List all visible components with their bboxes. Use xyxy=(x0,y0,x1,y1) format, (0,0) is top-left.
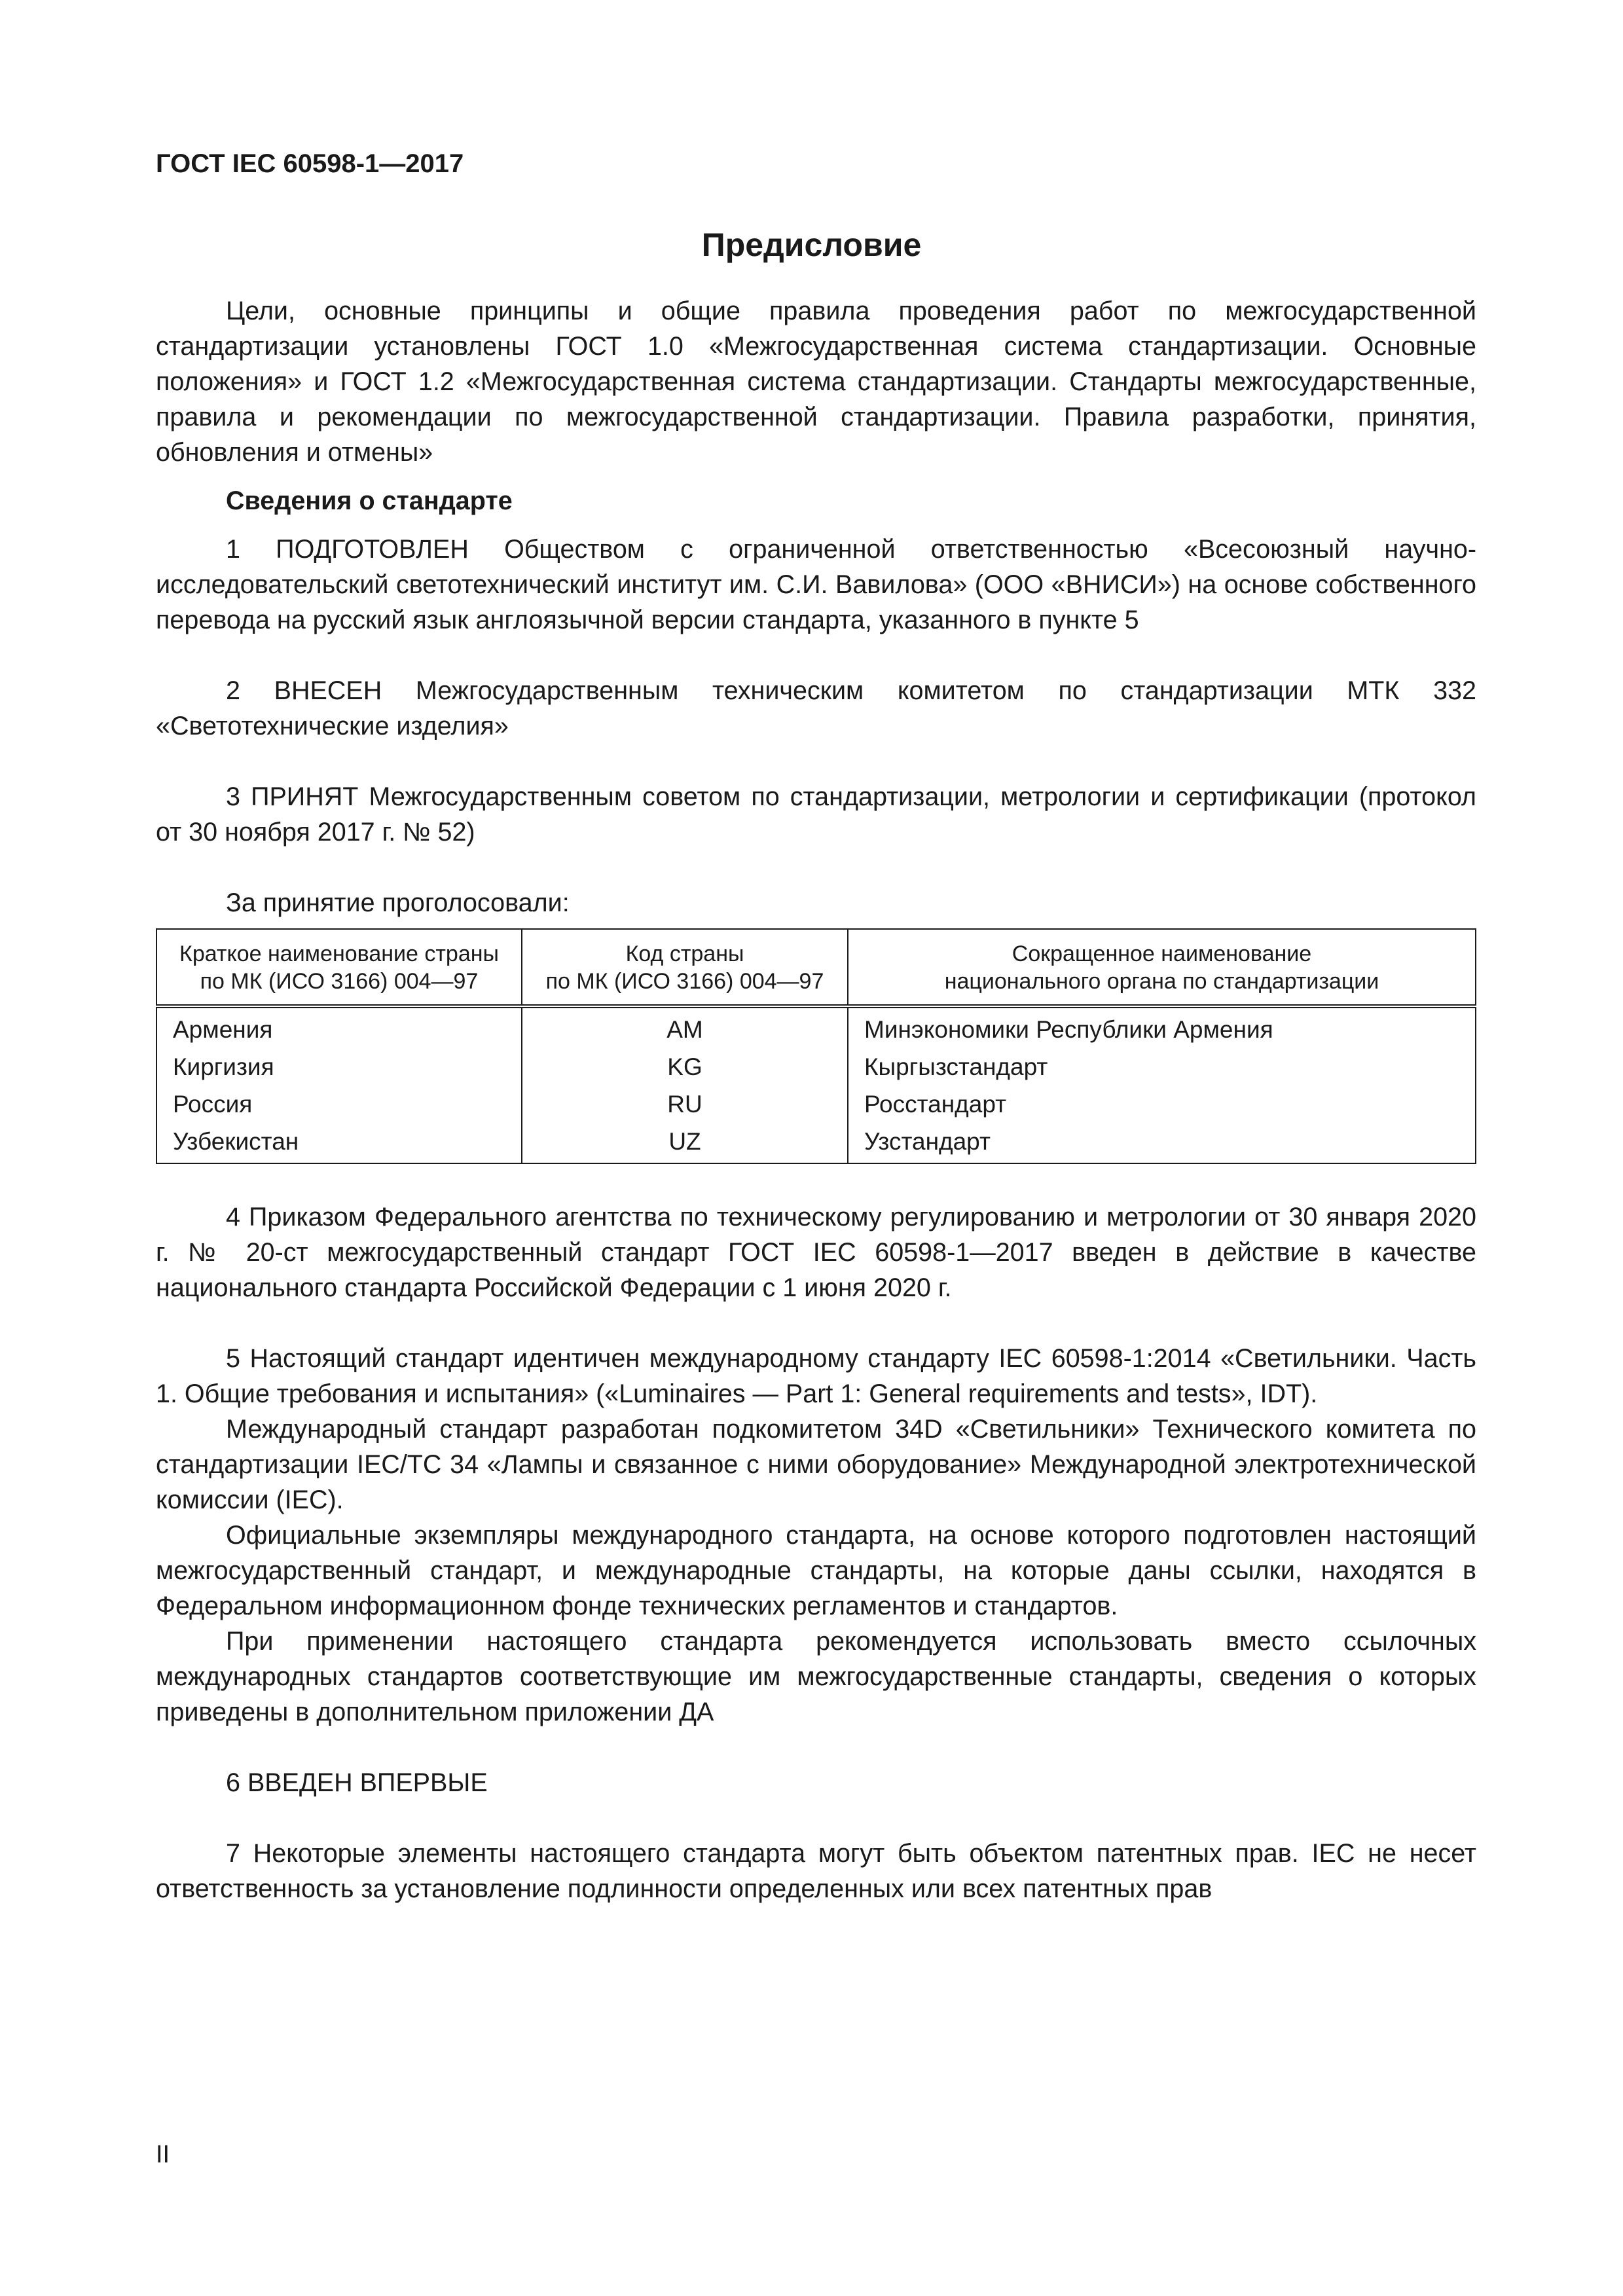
country-name: Россия xyxy=(156,1085,522,1123)
country-name: Узбекистан xyxy=(156,1123,522,1163)
item-7-paragraph: 7 Некоторые элементы настоящего стандарта могут быть объектом патентных прав. IEC не несет ответственность за установление подлинности определенных или всех патентных прав xyxy=(156,1839,1476,1903)
table-row xyxy=(156,1123,1476,1163)
table-row xyxy=(156,1085,1476,1123)
item-6-paragraph: 6 ВВЕДЕН ВПЕРВЫЕ xyxy=(226,1768,488,1797)
document-id-header: ГОСТ IEC 60598-1—2017 xyxy=(156,149,464,178)
national-body: Кыргызстандарт xyxy=(848,1048,1476,1085)
item-5-copies-paragraph: Официальные экземпляры международного стандарта, на основе которого подготовлен настоящий межгосударственный стандарт, и международные стандарты, на которые даны ссылки, находятся в Федеральном информационном фонде технических регламентов и стандартов. xyxy=(156,1521,1476,1620)
national-body: Узстандарт xyxy=(848,1123,1476,1163)
header-country-code: Код страны по МК (ИСО 3166) 004—97 xyxy=(522,929,848,1006)
item-5-paragraph: 5 Настоящий стандарт идентичен международному стандарту IEC 60598-1:2014 «Светильники. Часть 1. Общие требования и испытания» («Luminaires — Part 1: General requirements and tests», IDT). xyxy=(156,1344,1476,1408)
vote-intro: За принятие проголосовали: xyxy=(226,888,570,917)
intro-paragraph: Цели, основные принципы и общие правила проведения работ по межгосударственной стандартизации установлены ГОСТ 1.0 «Межгосударственная система стандартизации. Основные положения» и ГОСТ 1.2 «Межгосударственная система стандартизации. Стандарты межгосударственные, правила и рекомендации по межгосударственной стандартизации. Правила разработки, принятия, обновления и отмены» xyxy=(156,297,1476,467)
item-5-application-paragraph: При применении настоящего стандарта рекомендуется использовать вместо ссылочных международных стандартов соответствующие им межгосударственные стандарты, сведения о которых приведены в дополнительном приложении ДА xyxy=(156,1627,1476,1726)
country-name: Киргизия xyxy=(156,1048,522,1085)
item-1-paragraph: 1 ПОДГОТОВЛЕН Обществом с ограниченной ответственностью «Всесоюзный научно-исследовательский светотехнический институт им. С.И. Вавилова» (ООО «ВНИСИ») на основе собственного перевода на русский язык англоязычной версии стандарта, указанного в пункте 5 xyxy=(156,535,1476,634)
item-5-development-paragraph: Международный стандарт разработан подкомитетом 34D «Светильники» Технического комитета по стандартизации IEC/TC 34 «Лампы и связанное с ними оборудование» Международной электротехнической комиссии (IEC). xyxy=(156,1415,1476,1514)
page-number: II xyxy=(156,2141,170,2168)
foreword-content xyxy=(156,293,1476,1906)
country-code: UZ xyxy=(522,1123,848,1163)
info-heading: Сведения о стандарте xyxy=(226,486,513,515)
header-national-body: Сокращенное наименование национального органа по стандартизации xyxy=(848,929,1476,1006)
header-country-name: Краткое наименование страны по МК (ИСО 3166) 004—97 xyxy=(156,929,522,1006)
national-body: Росстандарт xyxy=(848,1085,1476,1123)
item-3-paragraph: 3 ПРИНЯТ Межгосударственным советом по стандартизации, метрологии и сертификации (протокол от 30 ноября 2017 г. № 52) xyxy=(156,782,1476,847)
country-code: RU xyxy=(522,1085,848,1123)
country-code: KG xyxy=(522,1048,848,1085)
page-title: Предисловие xyxy=(701,227,922,263)
national-body: Минэкономики Республики Армения xyxy=(848,1006,1476,1048)
item-2-paragraph: 2 ВНЕСЕН Межгосударственным техническим комитетом по стандартизации МТК 332 «Светотехнические изделия» xyxy=(156,676,1476,740)
table-header-row xyxy=(156,929,1476,1006)
country-name: Армения xyxy=(156,1006,522,1048)
country-code: AM xyxy=(522,1006,848,1048)
voting-table xyxy=(156,928,1476,1164)
table-row xyxy=(156,1006,1476,1048)
table-row xyxy=(156,1048,1476,1085)
item-4-paragraph: 4 Приказом Федерального агентства по техническому регулированию и метрологии от 30 января 2020 г. № 20-ст межгосударственный стандарт ГОСТ IEC 60598-1—2017 введен в действие в качестве национального стандарта Российской Федерации с 1 июня 2020 г. xyxy=(156,1203,1476,1302)
